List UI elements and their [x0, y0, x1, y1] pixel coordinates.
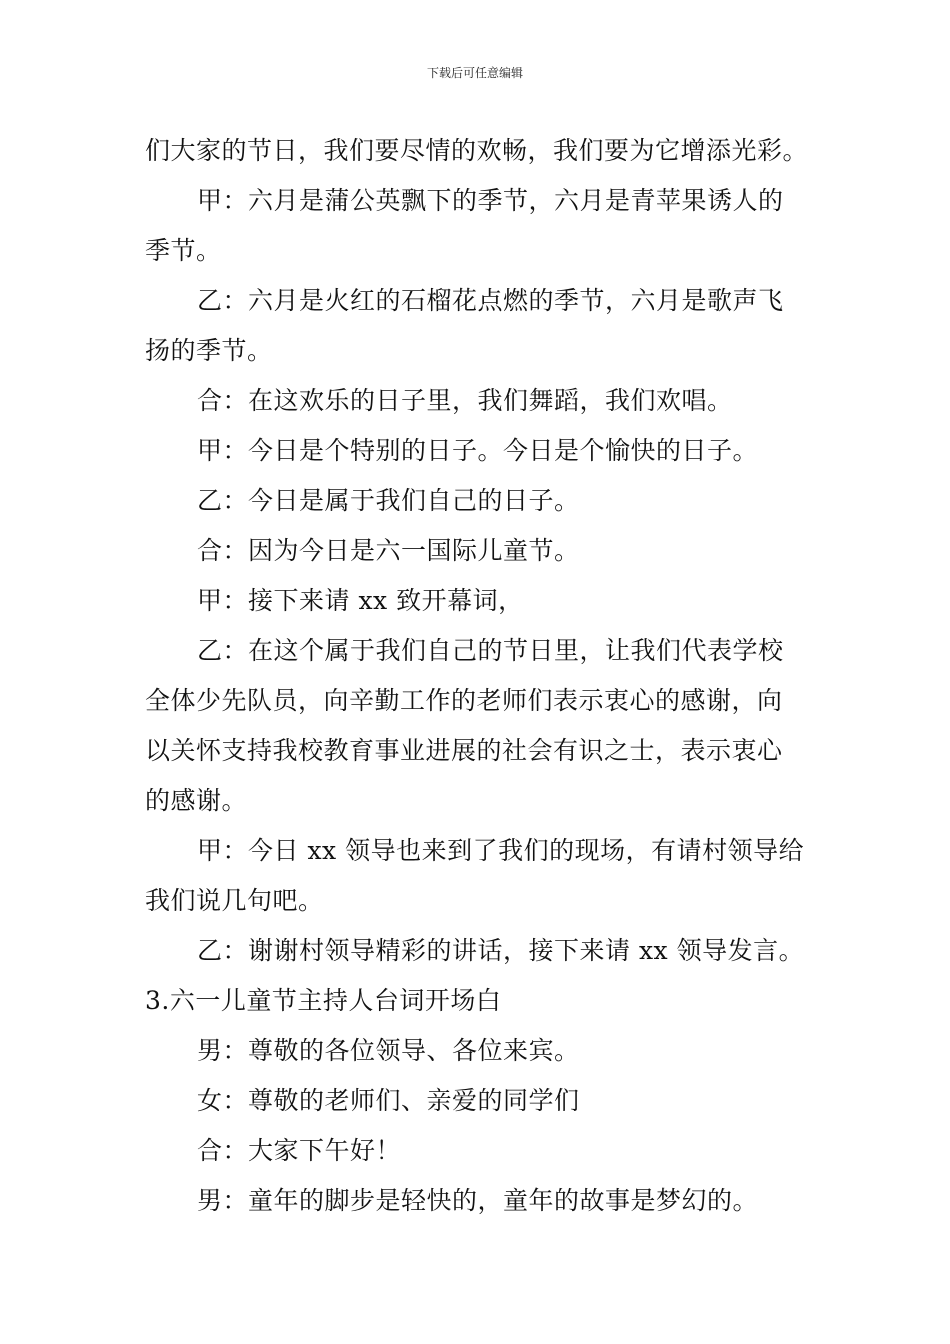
text-line: 乙：在这个属于我们自己的节日里，让我们代表学校: [197, 636, 784, 665]
text-line: 以关怀支持我校教育事业进展的社会有识之士，表示衷心: [145, 736, 783, 765]
text-line: 扬的季节。: [145, 336, 273, 365]
text-line: 甲：今日是个特别的日子。今日是个愉快的日子。: [197, 436, 759, 465]
text-line: 全体少先队员，向辛勤工作的老师们表示衷心的感谢，向: [145, 686, 783, 715]
text-line: 甲：今日 xx 领导也来到了我们的现场，有请村领导给: [197, 836, 805, 865]
text-line: 乙：今日是属于我们自己的日子。: [197, 486, 580, 515]
text-line: 甲：六月是蒲公英飘下的季节，六月是青苹果诱人的: [197, 186, 784, 215]
text-line: 合：因为今日是六一国际儿童节。: [197, 536, 580, 565]
text-line: 男：童年的脚步是轻快的，童年的故事是梦幻的。: [197, 1186, 759, 1215]
text-line: 的感谢。: [145, 786, 248, 815]
text-line: 合：大家下午好！: [197, 1136, 402, 1165]
text-line: 季节。: [145, 236, 222, 265]
text-line: 男：尊敬的各位领导、各位来宾。: [197, 1036, 580, 1065]
text-line: 我们说几句吧。: [145, 886, 324, 915]
text-line: 们大家的节日，我们要尽情的欢畅，我们要为它增添光彩。: [145, 136, 809, 165]
text-line: 合：在这欢乐的日子里，我们舞蹈，我们欢唱。: [197, 386, 733, 415]
text-line: 甲：接下来请 xx 致开幕词，: [197, 586, 524, 615]
text-line: 乙：六月是火红的石榴花点燃的季节，六月是歌声飞: [197, 286, 784, 315]
section-heading: 3.六一儿童节主持人台词开场白: [145, 986, 502, 1015]
document-body: [145, 126, 810, 1226]
text-line: 乙：谢谢村领导精彩的讲话，接下来请 xx 领导发言。: [197, 936, 805, 965]
page-header: 下载后可任意编辑: [426, 66, 523, 80]
text-line: 女：尊敬的老师们、亲爱的同学们: [197, 1086, 580, 1115]
